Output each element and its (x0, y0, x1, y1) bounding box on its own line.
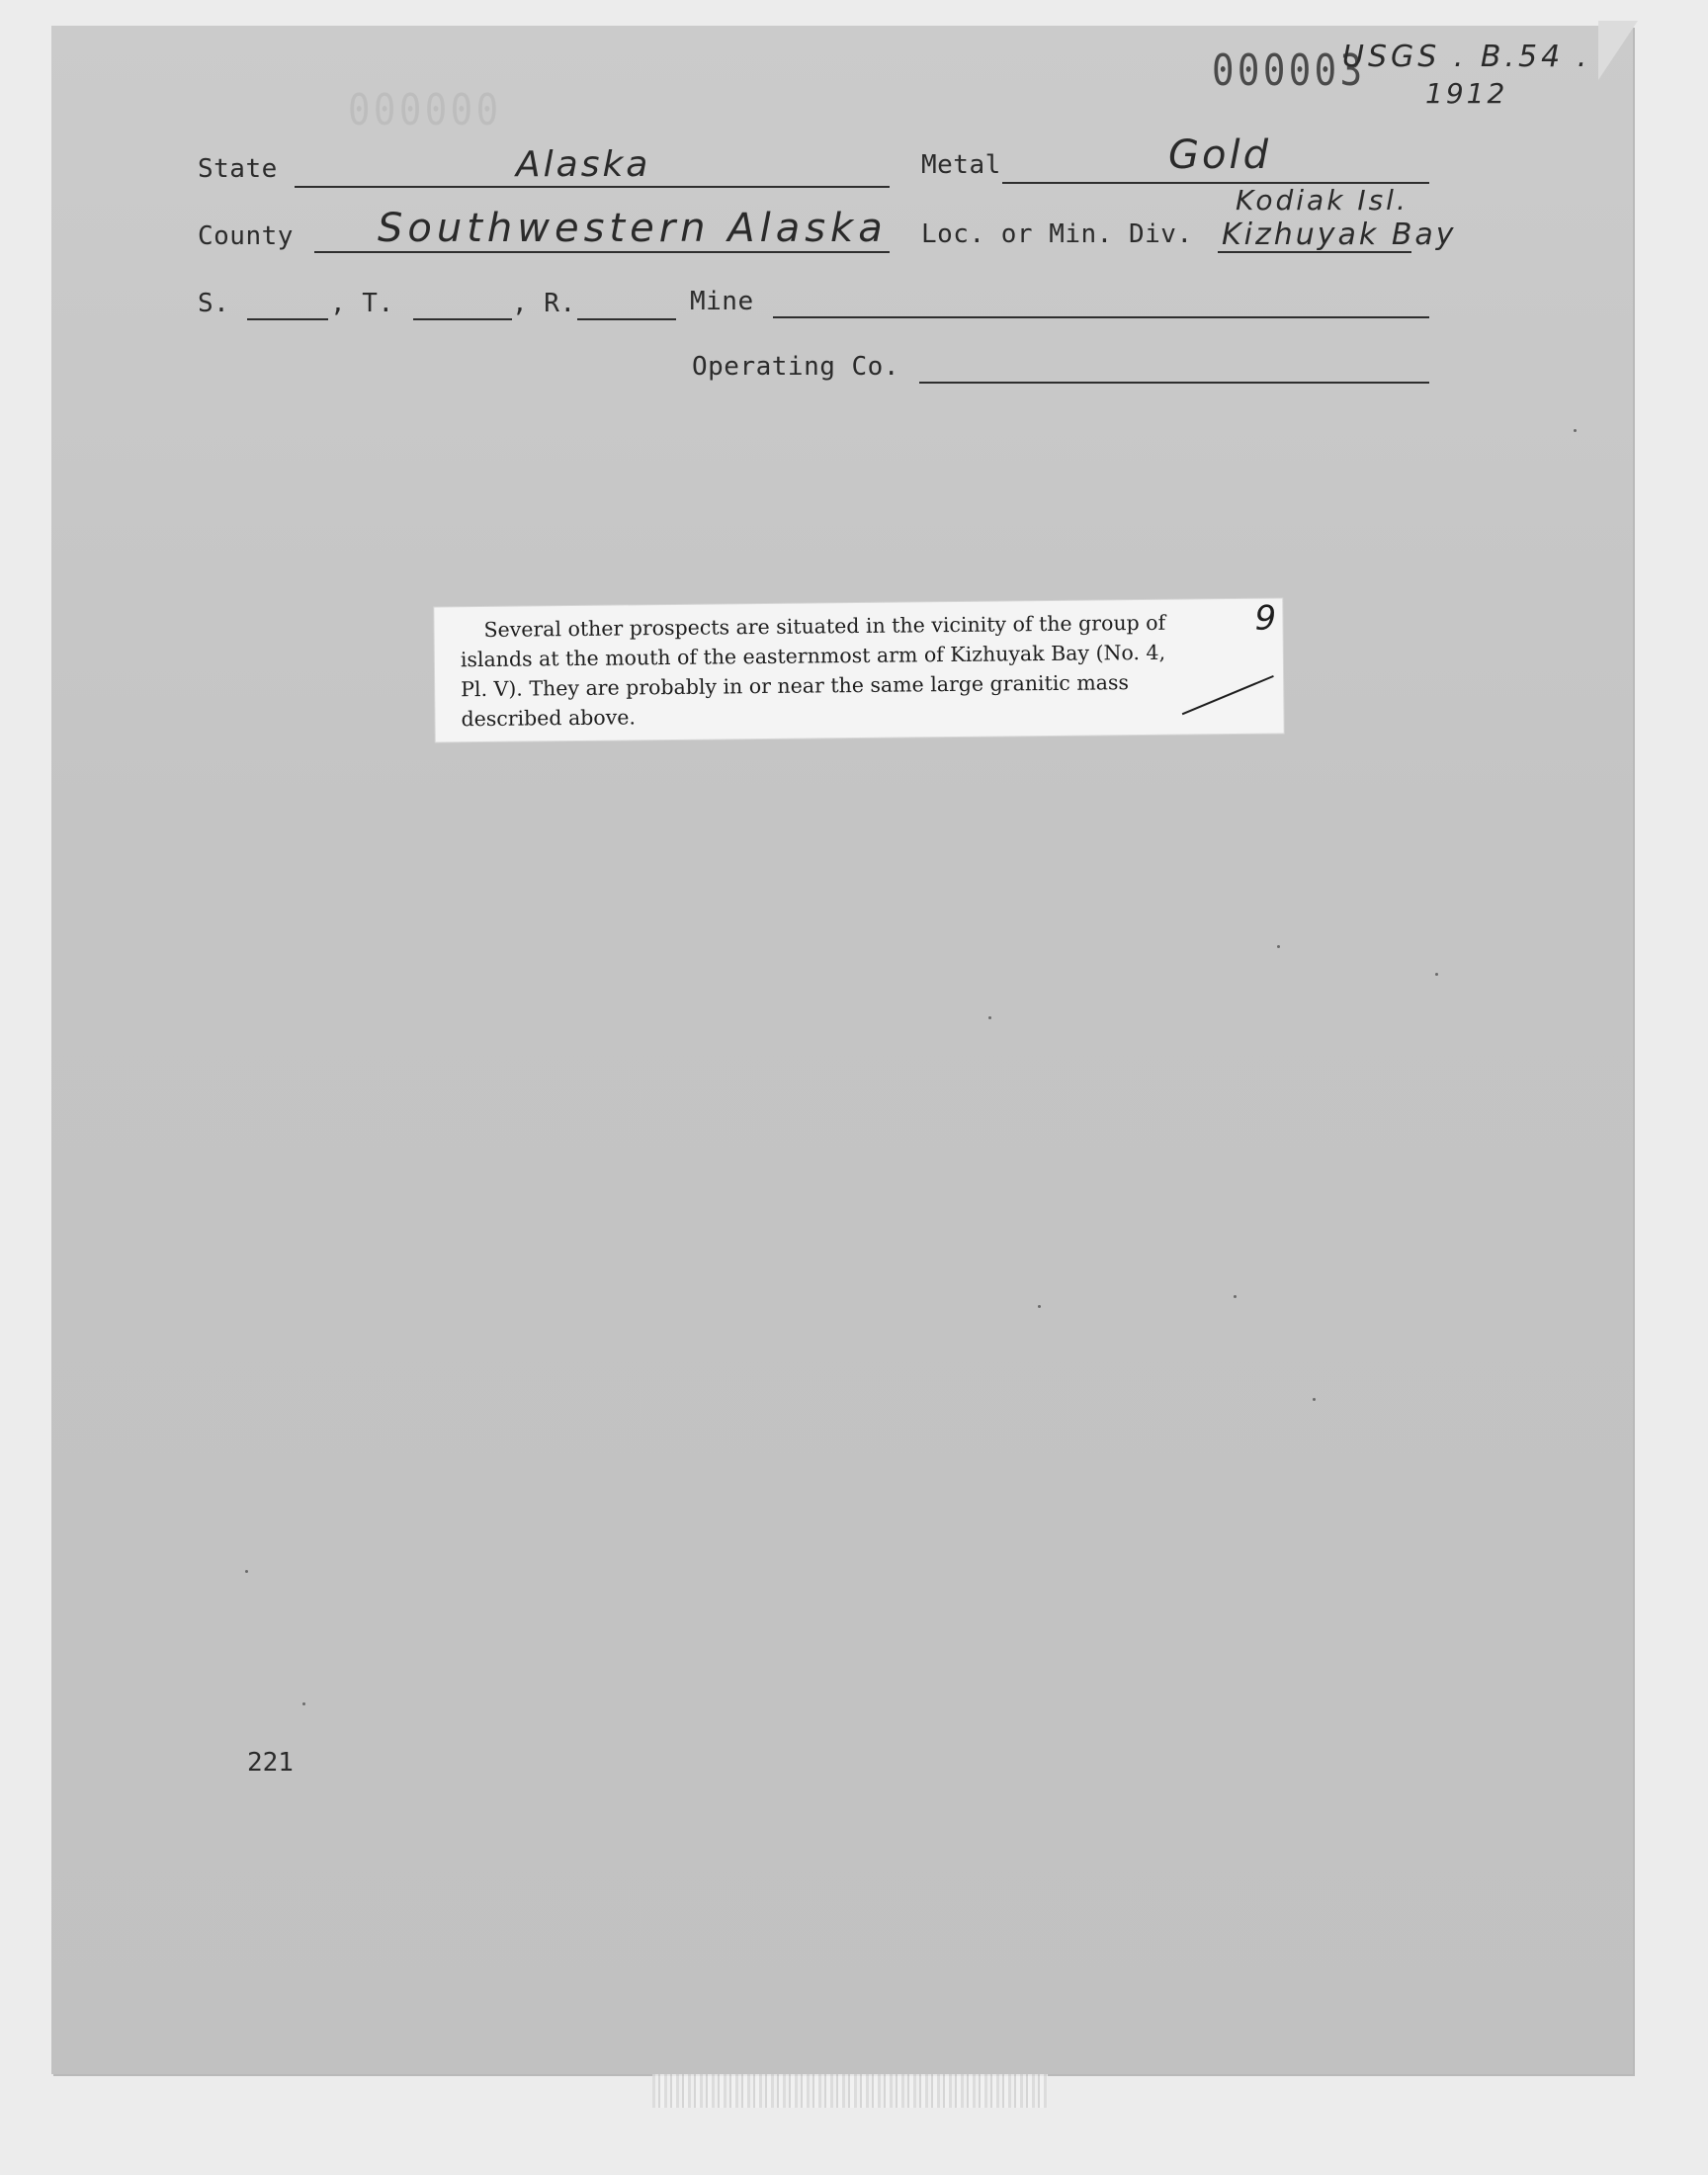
clipping-line: islands at the mouth of the easternmost arm of Kizhuyak Bay (No. 4, (460, 640, 1166, 672)
scan-speck (1313, 1398, 1316, 1401)
metal-value: Gold (1168, 132, 1271, 178)
scan-speck (1435, 973, 1438, 976)
clipping-line: Several other prospects are situated in the vicinity of the group of (483, 610, 1166, 642)
county-underline (314, 251, 890, 253)
folded-corner (1598, 21, 1638, 80)
scan-speck (1038, 1305, 1041, 1308)
location-label: Loc. or Min. Div. (921, 219, 1193, 249)
metal-label: Metal (921, 150, 1001, 180)
scan-speck (1574, 429, 1577, 432)
clipping-line: described above. (461, 705, 637, 732)
mine-label: Mine (690, 287, 754, 316)
text-clipping (434, 599, 1283, 742)
scan-speck (245, 1570, 248, 1573)
handwritten-margin-mark: 9 (1254, 598, 1277, 639)
form-sheet (51, 26, 1633, 2074)
mine-underline (773, 316, 1429, 318)
location-value-line1: Kodiak Isl. (1236, 184, 1409, 217)
scan-speck (988, 1016, 991, 1019)
scanner-edge-artifact (652, 2074, 1048, 2108)
range-blank (577, 318, 676, 320)
state-underline (295, 186, 890, 188)
scan-speck (1277, 945, 1280, 948)
county-label: County (198, 221, 294, 251)
section-label: S. (198, 289, 230, 318)
faint-serial-number: 000000 (348, 85, 502, 135)
state-label: State (198, 154, 278, 184)
township-label: , T. (330, 289, 394, 318)
source-note-line1: USGS . B.54 . (1342, 40, 1591, 74)
section-blank (247, 318, 328, 320)
location-value-line2: Kizhuyak Bay (1222, 218, 1457, 252)
state-value: Alaska (516, 144, 651, 185)
clipping-line: Pl. V). They are probably in or near the same large granitic mass (461, 670, 1130, 702)
township-blank (413, 318, 512, 320)
scan-speck (302, 1702, 305, 1705)
range-label: , R. (512, 289, 576, 318)
clipping-text (460, 607, 1251, 734)
operating-co-underline (919, 382, 1429, 384)
source-note-line2: 1912 (1425, 77, 1508, 110)
operating-co-label: Operating Co. (692, 352, 899, 382)
scan-speck (1234, 1295, 1237, 1298)
page-number: 221 (247, 1748, 294, 1778)
serial-number: 000003 (1212, 45, 1366, 96)
county-value: Southwestern Alaska (378, 206, 888, 251)
